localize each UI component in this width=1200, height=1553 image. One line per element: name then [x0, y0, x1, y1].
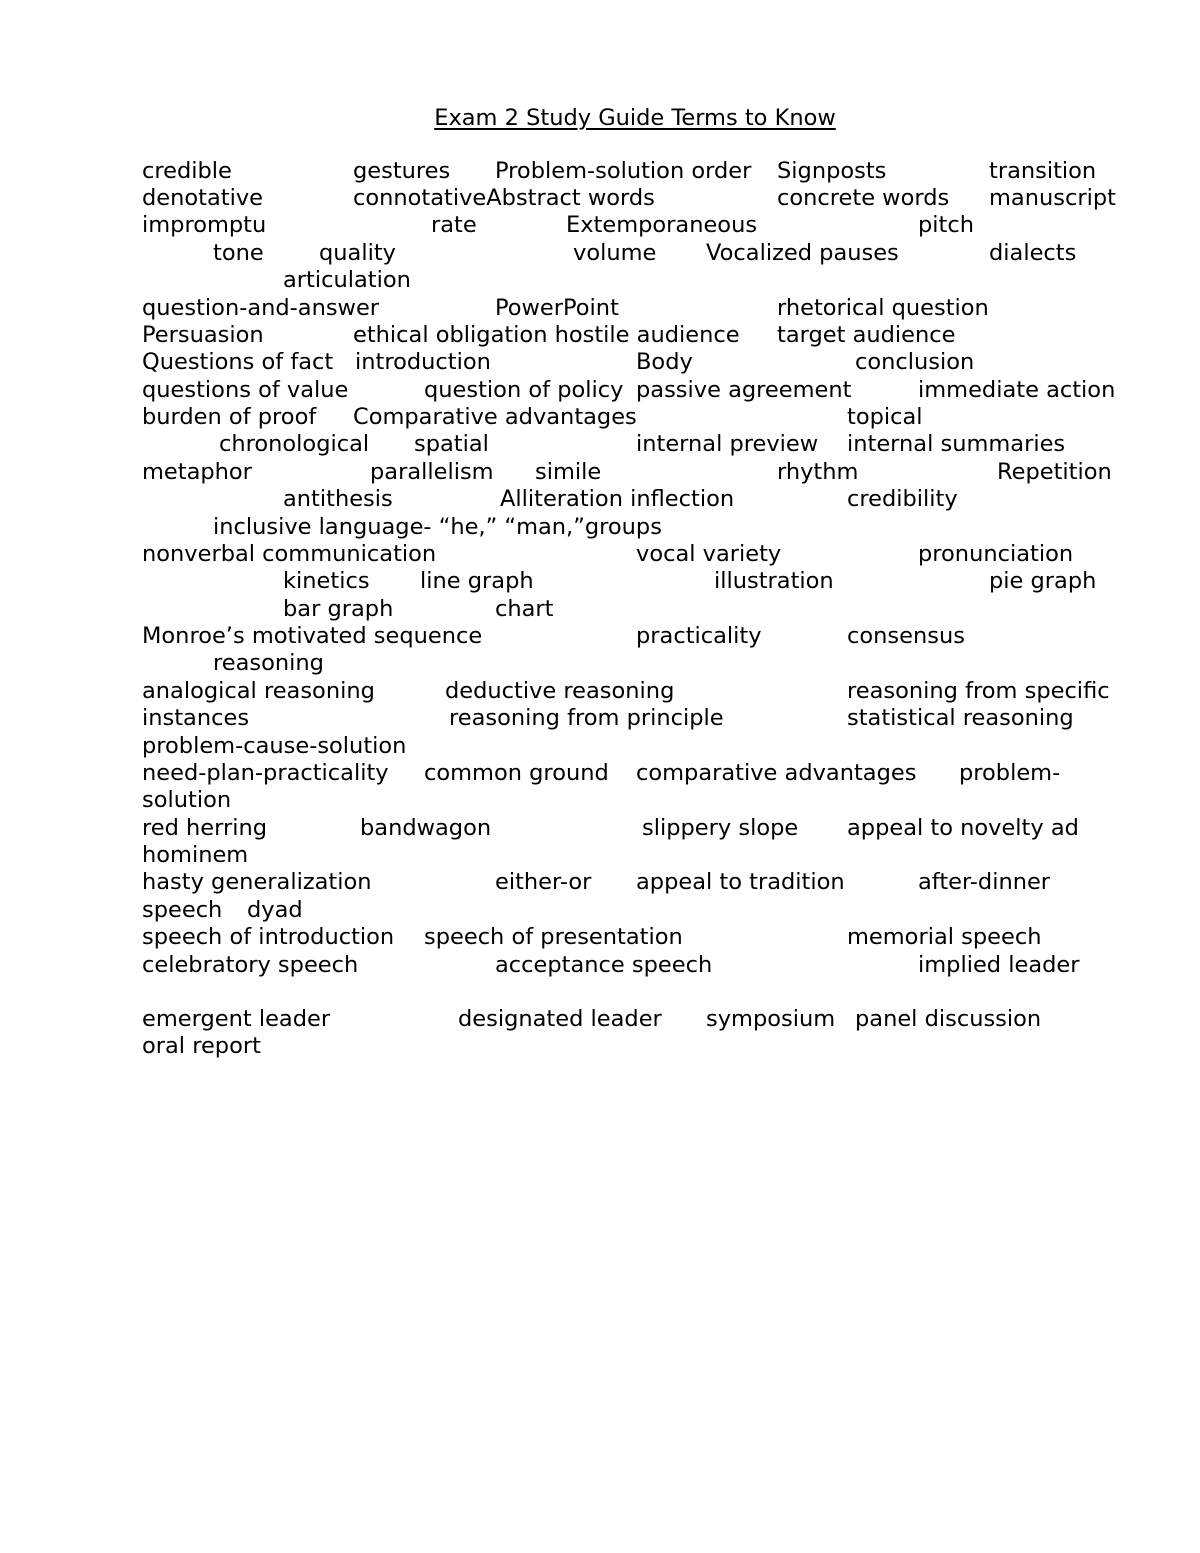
terms-line — [0, 842, 1200, 869]
terms-line — [0, 486, 1200, 513]
term: problem-cause-solution — [142, 733, 407, 759]
term: quality — [319, 240, 396, 266]
terms-line — [0, 568, 1200, 595]
term: acceptance speech — [495, 952, 713, 978]
terms-line — [0, 240, 1200, 267]
term: rate — [431, 212, 477, 238]
terms-line — [0, 705, 1200, 732]
terms-line — [0, 185, 1200, 212]
term: Monroe’s motivated sequence — [142, 623, 483, 649]
terms-line — [0, 678, 1200, 705]
term: PowerPoint — [495, 295, 619, 321]
term: conclusion — [855, 349, 975, 375]
terms-line — [0, 295, 1200, 322]
term: deductive reasoning — [445, 678, 675, 704]
term: pitch — [918, 212, 974, 238]
term: spatial — [414, 431, 489, 457]
term: concrete words — [777, 185, 950, 211]
term: solution — [142, 787, 232, 813]
terms-line — [0, 349, 1200, 376]
term: designated leader — [458, 1006, 662, 1032]
term: common ground — [424, 760, 609, 786]
term: introduction — [355, 349, 491, 375]
term: denotative — [142, 185, 263, 211]
term: questions of value — [142, 377, 349, 403]
term: bandwagon — [360, 815, 492, 841]
term: inclusive language- “he,” “man,”groups — [213, 514, 662, 540]
term: internal summaries — [847, 431, 1066, 457]
terms-line — [0, 514, 1200, 541]
term: analogical reasoning — [142, 678, 375, 704]
term: gestures — [353, 158, 451, 184]
terms-line — [0, 322, 1200, 349]
term: articulation — [283, 267, 411, 293]
term: panel discussion — [855, 1006, 1042, 1032]
term: burden of proof — [142, 404, 317, 430]
term: ethical obligation hostile audience — [353, 322, 740, 348]
term: chart — [495, 596, 554, 622]
term: target audience — [777, 322, 956, 348]
term: slippery slope — [642, 815, 799, 841]
term: Persuasion — [142, 322, 264, 348]
terms-line — [0, 897, 1200, 924]
term: credibility — [847, 486, 958, 512]
term: comparative advantages — [636, 760, 917, 786]
term: problem- — [959, 760, 1061, 786]
terms-line — [0, 596, 1200, 623]
terms-line — [0, 1033, 1200, 1060]
term: metaphor — [142, 459, 252, 485]
term: simile — [535, 459, 602, 485]
term: practicality — [636, 623, 762, 649]
term: illustration — [714, 568, 834, 594]
term: need-plan-practicality — [142, 760, 389, 786]
term: pie graph — [989, 568, 1097, 594]
term: immediate action — [918, 377, 1116, 403]
term: speech of introduction — [142, 924, 395, 950]
term: implied leader — [918, 952, 1080, 978]
term: question of policy — [424, 377, 624, 403]
term: reasoning from principle — [449, 705, 724, 731]
term: hominem — [142, 842, 249, 868]
term: connotativeAbstract words — [353, 185, 655, 211]
term: Questions of fact — [142, 349, 334, 375]
term: topical — [847, 404, 923, 430]
term: speech — [142, 897, 223, 923]
terms-line — [0, 377, 1200, 404]
term: statistical reasoning — [847, 705, 1074, 731]
term: transition — [989, 158, 1097, 184]
terms-line — [0, 815, 1200, 842]
term: internal preview — [636, 431, 819, 457]
term: Vocalized pauses — [706, 240, 899, 266]
term: consensus — [847, 623, 965, 649]
term: appeal to novelty ad — [847, 815, 1079, 841]
terms-line — [0, 924, 1200, 951]
terms-line — [0, 650, 1200, 677]
term: dyad — [247, 897, 303, 923]
term: passive agreement — [636, 377, 852, 403]
term: chronological — [219, 431, 370, 457]
document-title: Exam 2 Study Guide Terms to Know — [434, 105, 836, 131]
term: dialects — [989, 240, 1077, 266]
terms-line — [0, 787, 1200, 814]
term: Comparative advantages — [353, 404, 637, 430]
terms-line — [0, 541, 1200, 568]
term: kinetics — [283, 568, 370, 594]
term: bar graph — [283, 596, 394, 622]
term: rhythm — [777, 459, 859, 485]
term: manuscript — [989, 185, 1116, 211]
terms-line — [0, 1006, 1200, 1033]
term: either-or — [495, 869, 592, 895]
term: question-and-answer — [142, 295, 380, 321]
term: tone — [213, 240, 264, 266]
term: Body — [636, 349, 693, 375]
term: line graph — [420, 568, 534, 594]
terms-line — [0, 760, 1200, 787]
terms-line — [0, 431, 1200, 458]
terms-line — [0, 869, 1200, 896]
term: Repetition — [997, 459, 1112, 485]
term: impromptu — [142, 212, 267, 238]
term: red herring — [142, 815, 268, 841]
terms-line — [0, 733, 1200, 760]
term: Alliteration inflection — [500, 486, 735, 512]
term: emergent leader — [142, 1006, 331, 1032]
term: celebratory speech — [142, 952, 359, 978]
terms-line — [0, 952, 1200, 979]
term: speech of presentation — [424, 924, 683, 950]
terms-line — [0, 158, 1200, 185]
term: oral report — [142, 1033, 261, 1059]
term: instances — [142, 705, 250, 731]
term: appeal to tradition — [636, 869, 845, 895]
term: reasoning from specific — [847, 678, 1110, 704]
term: Signposts — [777, 158, 887, 184]
term: vocal variety — [636, 541, 782, 567]
term: after-dinner — [918, 869, 1051, 895]
terms-line — [0, 459, 1200, 486]
term: credible — [142, 158, 232, 184]
term: symposium — [706, 1006, 836, 1032]
term: Problem-solution order — [495, 158, 752, 184]
term: rhetorical question — [777, 295, 989, 321]
term: nonverbal communication — [142, 541, 437, 567]
terms-line — [0, 404, 1200, 431]
term: reasoning — [213, 650, 324, 676]
term: hasty generalization — [142, 869, 372, 895]
term: pronunciation — [918, 541, 1074, 567]
terms-line — [0, 267, 1200, 294]
terms-line — [0, 623, 1200, 650]
term: memorial speech — [847, 924, 1042, 950]
term: antithesis — [283, 486, 393, 512]
term: Extemporaneous — [566, 212, 758, 238]
terms-line — [0, 212, 1200, 239]
term: volume — [573, 240, 657, 266]
term: parallelism — [370, 459, 494, 485]
